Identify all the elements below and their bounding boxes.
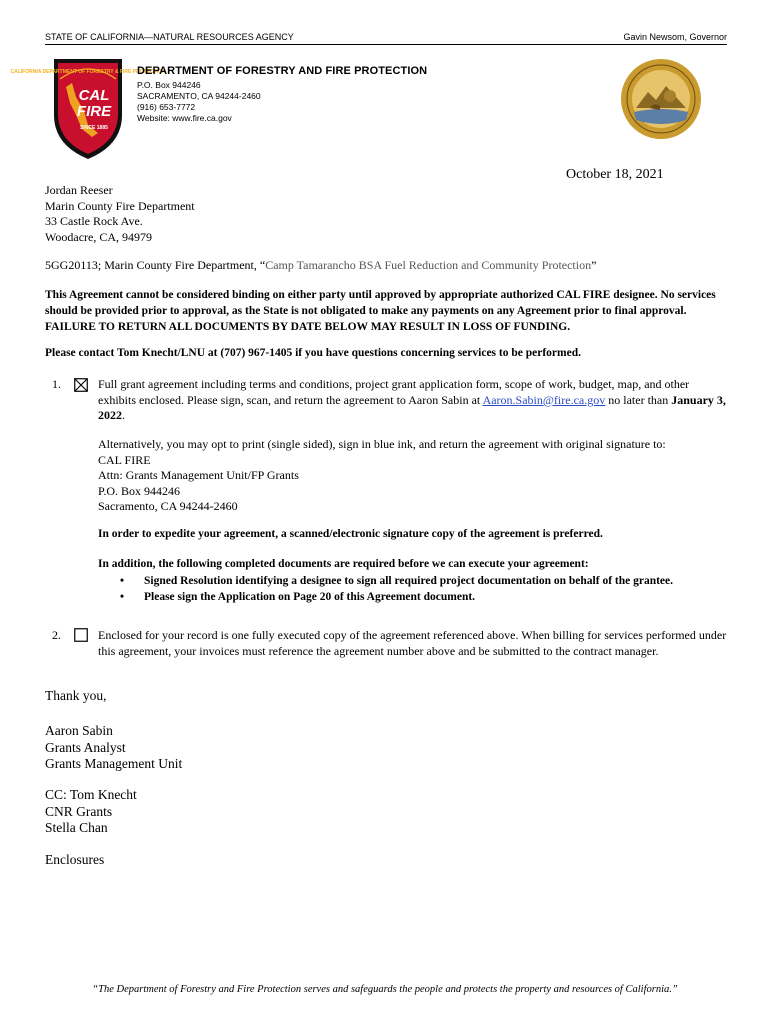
recipient-address	[45, 183, 195, 245]
reference-suffix: ”	[591, 258, 597, 272]
cc-line: CNR Grants	[45, 803, 113, 819]
requirements-list	[120, 573, 673, 605]
item-1-checkbox[interactable]	[74, 378, 88, 392]
item-1-deadline: January 3, 2022	[98, 392, 726, 422]
item-1-text-main: Full grant agreement including terms and conditions, project grant application form, scope of work, budget, map, and other exhibits enclosed. Please sign, scan, and return the agreement to Aaron Sabin at	[98, 377, 690, 407]
contact-line: Please contact Tom Knecht/LNU at (707) 967-1405 if you have questions concerning services to be performed.	[45, 347, 581, 359]
item-1-number: 1.	[52, 377, 61, 391]
return-address-line-3: P.O. Box 944246	[98, 483, 181, 498]
agency-name: STATE OF CALIFORNIA—NATURAL RESOURCES AGENCY	[45, 32, 294, 42]
additional-requirements-intro: In addition, the following completed documents are required before we can execute your agreement:	[98, 558, 589, 570]
cc-line: CC: Tom Knecht	[45, 787, 137, 802]
signer-unit: Grants Management Unit	[45, 756, 183, 771]
return-address-line-2: Attn: Grants Management Unit/FP Grants	[98, 468, 299, 482]
bullet-icon: •	[120, 591, 125, 603]
recipient-city: Woodacre, CA, 94979	[45, 229, 153, 244]
closing: Thank you,	[45, 688, 107, 703]
department-po-box: P.O. Box 944246	[137, 80, 201, 90]
bullet-icon: •	[120, 575, 125, 587]
california-state-seal	[620, 58, 702, 140]
signer-title: Grants Analyst	[45, 739, 126, 755]
item-2-checkbox-box	[75, 629, 88, 642]
agreement-reference	[45, 258, 596, 273]
alternate-intro: Alternatively, you may opt to print (single sided), sign in blue ink, and return the agreement with original signature to:	[98, 437, 666, 451]
item-2-checkbox[interactable]	[74, 628, 88, 642]
header-rule	[45, 44, 727, 45]
enclosures-note: Enclosures	[45, 852, 105, 867]
requirement-text-resolution: Signed Resolution identifying a designee to sign all required project documentation on behalf of the grantee.	[144, 575, 674, 587]
department-city: SACRAMENTO, CA 94244-2460	[137, 91, 261, 101]
alternate-return-block	[98, 437, 666, 515]
item-1-period: .	[122, 408, 125, 422]
recipient-name: Jordan Reeser	[45, 183, 113, 197]
requirement-item	[120, 589, 673, 605]
department-block	[137, 65, 427, 124]
return-address-line-4: Sacramento, CA 94244-2460	[98, 499, 238, 513]
footer-mission-statement: “The Department of Forestry and Fire Protection serves and safeguards the people and protects the property and resources of California.”	[92, 984, 678, 995]
requirement-text-application: Please sign the Application on Page 20 of this Agreement document.	[144, 591, 476, 603]
item-1-text-after-link: no later than	[605, 392, 672, 407]
department-phone: (916) 653-7772	[137, 102, 196, 112]
logo-fire-text: FIRE	[76, 103, 112, 120]
binding-notice: This Agreement cannot be considered binding on either party until approved by appropriate authorized CAL FIRE designee. No services should be provided prior to approval, as the State is not obligated to make any payments on any Agreement prior to final approval. FAILURE TO RETURN ALL DOCUMENTS BY DATE BELOW MAY RESULT IN LOSS OF FUNDING.	[45, 289, 716, 333]
cc-line: Stella Chan	[45, 820, 108, 835]
recipient-org: Marin County Fire Department	[45, 198, 195, 213]
seal-figure	[664, 90, 676, 102]
logo-since-text: SINCE 1885	[80, 125, 108, 131]
logo-cal-text: CAL	[78, 87, 110, 104]
requirement-item	[120, 573, 673, 589]
cc-list	[45, 787, 137, 837]
email-link[interactable]: Aaron.Sabin@fire.ca.gov	[482, 392, 606, 407]
governor-name: Gavin Newsom, Governor	[623, 32, 727, 42]
department-address	[137, 80, 427, 124]
project-name: Camp Tamarancho BSA Fuel Reduction and Community Protection	[265, 258, 592, 272]
logo-arc-text: CALIFORNIA DEPARTMENT OF FORESTRY & FIRE PROTECTION	[10, 69, 166, 75]
signature-block	[45, 723, 182, 773]
item-2-text: Enclosed for your record is one fully executed copy of the agreement referenced above. When billing for services performed under this agreement, your invoices must reference the agreement number above and be submitted to the contract manager.	[98, 628, 727, 658]
cal-fire-logo	[10, 53, 166, 163]
item-2-number: 2.	[52, 628, 61, 642]
letter-date: October 18, 2021	[566, 167, 664, 182]
recipient-street: 33 Castle Rock Ave.	[45, 214, 143, 228]
reference-prefix: 5GG20113; Marin County Fire Department, “	[45, 258, 266, 272]
return-address-line-1: CAL FIRE	[98, 452, 151, 467]
department-title: DEPARTMENT OF FORESTRY AND FIRE PROTECTION	[137, 65, 428, 77]
item-1-text	[98, 377, 728, 424]
signer-name: Aaron Sabin	[45, 723, 113, 738]
expedite-note: In order to expedite your agreement, a scanned/electronic signature copy of the agreement is preferred.	[98, 528, 603, 540]
department-website: Website: www.fire.ca.gov	[137, 113, 232, 123]
